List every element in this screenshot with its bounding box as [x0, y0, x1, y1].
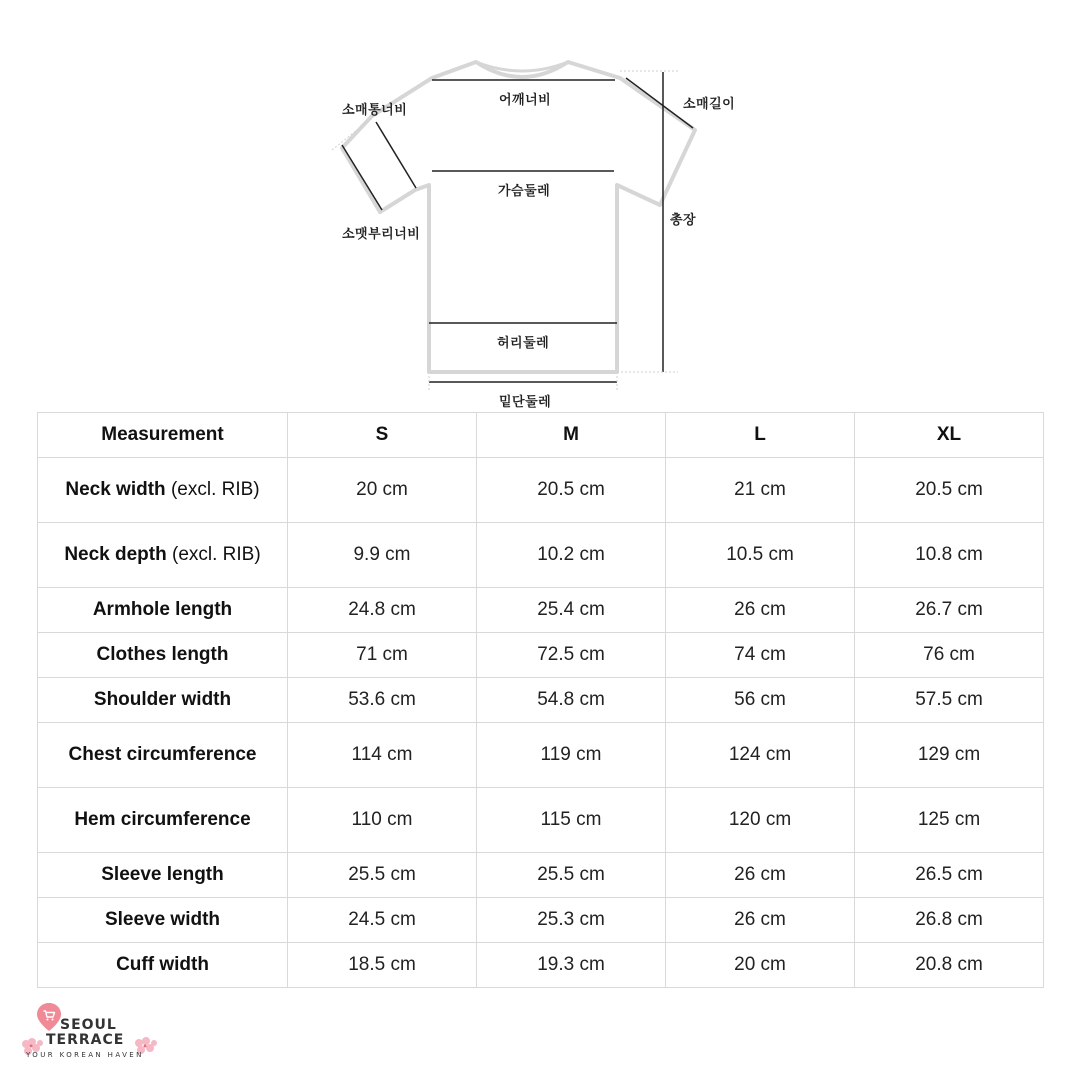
- measurement-label-cell: [38, 523, 288, 588]
- logo-text-terrace: TERRACE: [46, 1032, 125, 1048]
- value-cell-xl: 20.8 cm: [855, 943, 1044, 988]
- measurement-name: Shoulder width: [93, 689, 232, 710]
- measurement-label-cell: [38, 458, 288, 523]
- value-cell-m: 19.3 cm: [477, 943, 666, 988]
- value-cell-m: 10.2 cm: [477, 523, 666, 588]
- header-measurement: Measurement: [38, 413, 288, 458]
- table-row: [38, 678, 1044, 723]
- value-cell-s: 110 cm: [288, 788, 477, 853]
- value-cell-m: 20.5 cm: [477, 458, 666, 523]
- measurement-label-cell: [38, 853, 288, 898]
- value-cell-xl: 26.5 cm: [855, 853, 1044, 898]
- measurement-note: (excl. RIB): [165, 479, 260, 500]
- measurement-label-cell: [38, 943, 288, 988]
- value-cell-l: 124 cm: [666, 723, 855, 788]
- measurement-name: Armhole length: [92, 599, 233, 620]
- table-row: [38, 588, 1044, 633]
- value-cell-xl: 20.5 cm: [855, 458, 1044, 523]
- label-sleeve-length: 소매길이: [683, 97, 736, 112]
- header-size-l: L: [666, 413, 855, 458]
- value-cell-xl: 57.5 cm: [855, 678, 1044, 723]
- measurement-label-cell: [38, 588, 288, 633]
- value-cell-l: 26 cm: [666, 898, 855, 943]
- label-total-length: 총장: [670, 213, 697, 228]
- label-waist: 허리둘레: [497, 336, 550, 351]
- value-cell-m: 25.5 cm: [477, 853, 666, 898]
- label-hem: 밑단둘레: [499, 395, 552, 410]
- label-sleeve-width: 소매통너비: [342, 103, 408, 118]
- value-cell-xl: 76 cm: [855, 633, 1044, 678]
- header-size-m: M: [477, 413, 666, 458]
- measurement-note: (excl. RIB): [166, 544, 261, 565]
- value-cell-l: 56 cm: [666, 678, 855, 723]
- value-cell-l: 26 cm: [666, 588, 855, 633]
- table-header-row: [38, 413, 1044, 458]
- value-cell-s: 25.5 cm: [288, 853, 477, 898]
- table-row: [38, 633, 1044, 678]
- value-cell-l: 120 cm: [666, 788, 855, 853]
- measurement-name: Chest circumference: [68, 744, 257, 765]
- value-cell-s: 71 cm: [288, 633, 477, 678]
- seoul-terrace-logo: [18, 1000, 158, 1070]
- measurement-label-cell: [38, 678, 288, 723]
- table-row: [38, 723, 1044, 788]
- value-cell-l: 26 cm: [666, 853, 855, 898]
- value-cell-s: 114 cm: [288, 723, 477, 788]
- value-cell-xl: 129 cm: [855, 723, 1044, 788]
- measurement-label-cell: [38, 898, 288, 943]
- value-cell-xl: 26.8 cm: [855, 898, 1044, 943]
- value-cell-m: 119 cm: [477, 723, 666, 788]
- measurement-name: Sleeve length: [101, 864, 224, 885]
- value-cell-s: 18.5 cm: [288, 943, 477, 988]
- shopping-pin-icon: [36, 1002, 62, 1032]
- value-cell-l: 74 cm: [666, 633, 855, 678]
- value-cell-l: 20 cm: [666, 943, 855, 988]
- value-cell-xl: 10.8 cm: [855, 523, 1044, 588]
- measurement-label-cell: [38, 788, 288, 853]
- value-cell-s: 24.5 cm: [288, 898, 477, 943]
- table-body: [38, 458, 1044, 988]
- measurement-label-cell: [38, 633, 288, 678]
- label-shoulder-width: 어깨너비: [499, 93, 552, 108]
- value-cell-xl: 26.7 cm: [855, 588, 1044, 633]
- logo-tagline: YOUR KOREAN HAVEN: [26, 1051, 144, 1059]
- header-size-xl: XL: [855, 413, 1044, 458]
- value-cell-m: 115 cm: [477, 788, 666, 853]
- value-cell-s: 53.6 cm: [288, 678, 477, 723]
- measurement-name: Neck width: [65, 479, 166, 500]
- measurement-label-cell: [38, 723, 288, 788]
- logo-text-seoul: SEOUL: [60, 1017, 117, 1033]
- tshirt-measurement-diagram: [0, 0, 1080, 412]
- value-cell-m: 54.8 cm: [477, 678, 666, 723]
- table-row: [38, 853, 1044, 898]
- table-row: [38, 943, 1044, 988]
- measurement-name: Clothes length: [96, 644, 229, 665]
- size-chart-table: [37, 412, 1044, 988]
- measurement-name: Hem circumference: [74, 809, 251, 830]
- value-cell-s: 9.9 cm: [288, 523, 477, 588]
- table-row: [38, 458, 1044, 523]
- measurement-name: Cuff width: [116, 954, 209, 975]
- table-row: [38, 898, 1044, 943]
- table-row: [38, 523, 1044, 588]
- value-cell-l: 21 cm: [666, 458, 855, 523]
- value-cell-m: 25.4 cm: [477, 588, 666, 633]
- measurement-name: Sleeve width: [104, 909, 221, 930]
- value-cell-l: 10.5 cm: [666, 523, 855, 588]
- label-chest: 가슴둘레: [498, 184, 551, 199]
- value-cell-xl: 125 cm: [855, 788, 1044, 853]
- header-size-s: S: [288, 413, 477, 458]
- label-cuff-width: 소맷부리너비: [342, 227, 421, 242]
- measurement-name: Neck depth: [64, 544, 167, 565]
- table-row: [38, 788, 1044, 853]
- value-cell-s: 20 cm: [288, 458, 477, 523]
- value-cell-m: 25.3 cm: [477, 898, 666, 943]
- value-cell-s: 24.8 cm: [288, 588, 477, 633]
- value-cell-m: 72.5 cm: [477, 633, 666, 678]
